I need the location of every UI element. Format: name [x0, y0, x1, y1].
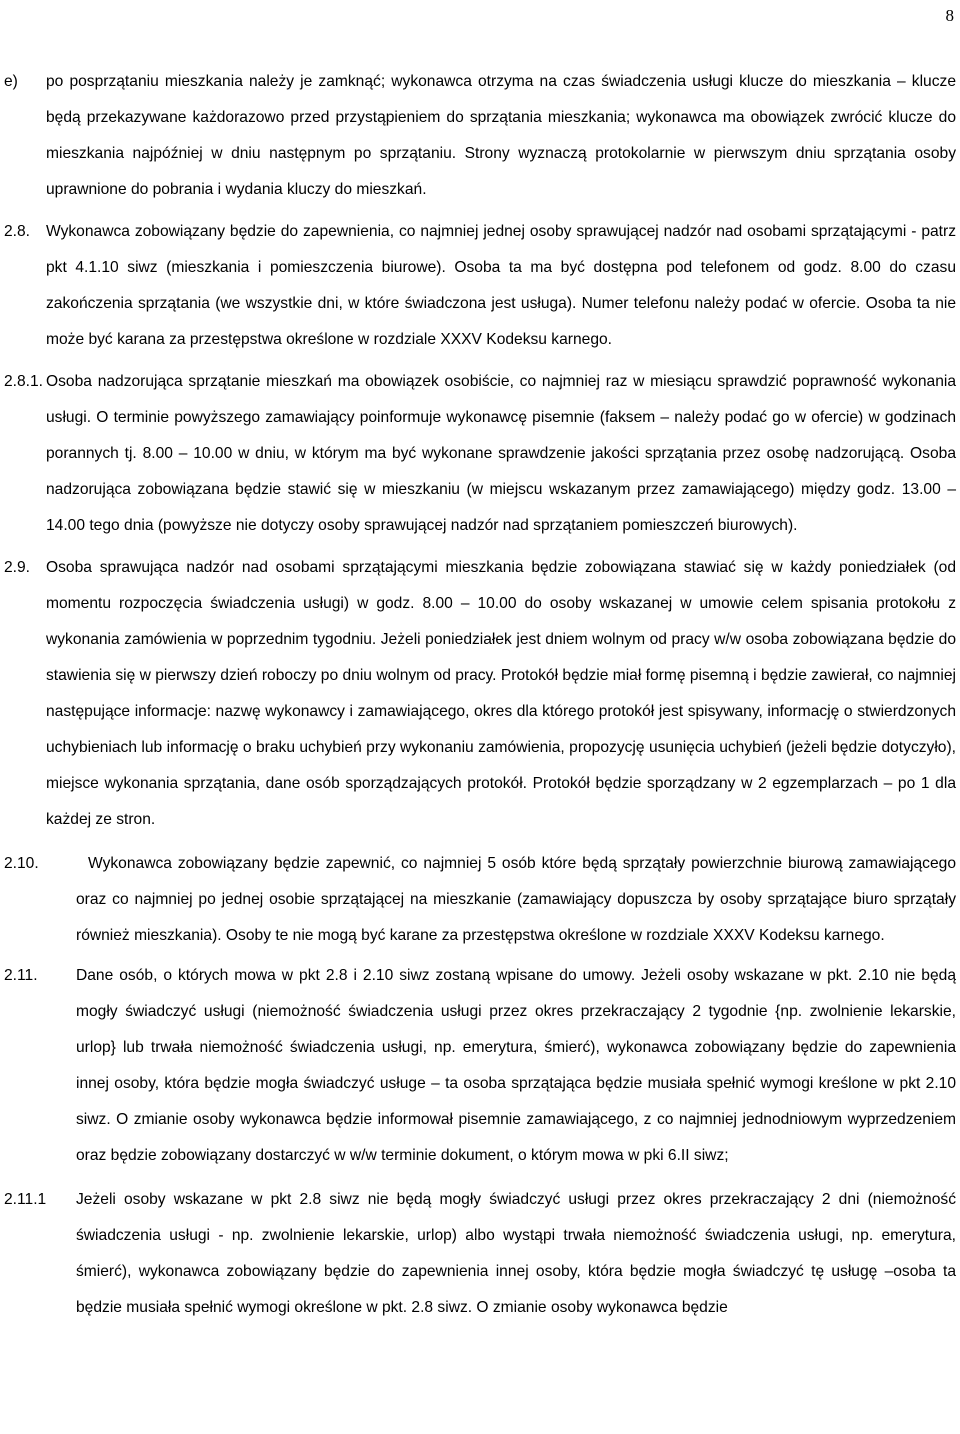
- paragraph-2-8: [0, 214, 960, 358]
- document-body: [0, 64, 960, 1326]
- paragraph-number: 2.9.: [4, 559, 31, 576]
- paragraph-number: 2.11.1: [4, 1191, 47, 1208]
- paragraph-text: Dane osób, o których mowa w pkt 2.8 i 2.10 siwz zostaną wpisane do umowy. Jeżeli osoby wskazane w pkt. 2.10 nie będą mogły świadczyć usługi (niemożność świadczenia usługi przez okres przekraczający 2 tygodnie {np. zwolnienie lekarskie, urlop} lub trwała niemożność świadczenia usługi, np. emerytura, śmierć), wykonawca zobowiązany będzie do zapewnienia innej osoby, która będzie mogła świadczyć usługe – ta osoba sprzątająca będzie musiała spełnić wymogi kreślone w pkt 2.10 siwz. O zmianie osoby wykonawca będzie informował pisemnie zamawiającego, z co najmniej jednodniowym wyprzedzeniem oraz będzie zobowiązany dostarczyć w w/w terminie dokument, o którym mowa w pki 6.II siwz;: [76, 967, 956, 1164]
- paragraph-text: Wykonawca zobowiązany będzie zapewnić, co najmniej 5 osób które będą sprzątały powierzchnie biurową zamawiającego oraz co najmniej po jednej osobie sprzątającej na mieszkanie (zamawiający dopuszcza by osoby sprzątające biuro sprzątały również mieszkania). Osoby te nie mogą być karane za przestępstwa określone w rozdziale XXXV Kodeksu karnego.: [76, 855, 956, 944]
- paragraph-text: Jeżeli osoby wskazane w pkt 2.8 siwz nie będą mogły świadczyć usługi przez okres przekraczający 2 dni (niemożność świadczenia usługi - np. zwolnienie lekarskie, urlop) albo wystąpi trwała niemożność świadczenia usługi, np. emerytura, śmierć), wykonawca zobowiązany będzie do zapewnienia innej osoby, która będzie mogła świadczyć tę usługę –osoba ta będzie musiała spełnić wymogi określone w pkt. 2.8 siwz. O zmianie osoby wykonawca będzie: [76, 1191, 956, 1316]
- paragraph-number: e): [4, 73, 18, 90]
- paragraph-2-11-1: [0, 1182, 960, 1326]
- paragraph-text: Wykonawca zobowiązany będzie do zapewnienia, co najmniej jednej osoby sprawującej nadzór nad osobami sprzątającymi - patrz pkt 4.1.10 siwz (mieszkania i pomieszczenia biurowe). Osoba ta ma być dostępna pod telefonem od godz. 8.00 do czasu zakończenia sprzątania (we wszystkie dni, w które świadczona jest usługa). Numer telefonu należy podać w ofercie. Osoba ta nie może być karana za przestępstwa określone w rozdziale XXXV Kodeksu karnego.: [46, 223, 956, 348]
- paragraph-number: 2.8.: [4, 223, 31, 240]
- paragraph-text: Osoba nadzorująca sprzątanie mieszkań ma obowiązek osobiście, co najmniej raz w miesiącu sprawdzić poprawność wykonania usługi. O terminie powyższego zamawiający poinformuje wykonawcę pisemnie (faksem – należy podać go w ofercie) w godzinach porannych tj. 8.00 – 10.00 w dniu, w którym ma być wykonane sprawdzenie jakości sprzątania przez osobę nadzorującą. Osoba nadzorująca zobowiązana będzie stawić się w mieszkaniu (w miejscu wskazanym przez zamawiającego) między godz. 13.00 – 14.00 tego dnia (powyższe nie dotyczy osoby sprawującej nadzór nad sprzątaniem pomieszczeń biurowych).: [46, 373, 956, 534]
- paragraph-number: 2.11.: [4, 967, 38, 984]
- paragraph-text: po posprzątaniu mieszkania należy je zamknąć; wykonawca otrzyma na czas świadczenia usługi klucze do mieszkania – klucze będą przekazywane każdorazowo przed przystąpieniem do sprzątania mieszkania; wykonawca ma obowiązek zwrócić klucze do mieszkania najpóźniej w dniu następnym po sprzątaniu. Strony wyznaczą protokolarnie w pierwszym dniu sprzątania osoby uprawnione do pobrania i wydania kluczy do mieszkań.: [46, 73, 956, 198]
- paragraph-text: Osoba sprawująca nadzór nad osobami sprzątającymi mieszkania będzie zobowiązana stawiać się w każdy poniedziałek (od momentu rozpoczęcia świadczenia usługi) w godz. 8.00 – 10.00 do osoby wskazanej w umowie celem spisania protokołu z wykonania zamówienia w poprzednim tygodniu. Jeżeli poniedziałek jest dniem wolnym od pracy w/w osoba zobowiązana będzie do stawienia się w pierwszy dzień roboczy po dniu wolnym od pracy. Protokół będzie miał formę pisemną i będzie zawierał, co najmniej następujące informacje: nazwę wykonawcy i zamawiającego, okres dla którego protokół jest spisywany, informację o stwierdzonych uchybieniach lub informację o braku uchybień przy wykonaniu zamówienia, propozycję usunięcia uchybień (jeżeli będzie dotyczyło), miejsce wykonania sprzątania, dane osób sporządzających protokół. Protokół będzie sporządzany w 2 egzemplarzach – po 1 dla każdej ze stron.: [46, 559, 956, 828]
- paragraph-number: 2.10.: [4, 855, 39, 872]
- paragraph-2-9: [0, 550, 960, 838]
- paragraph-2-10: [0, 846, 960, 954]
- paragraph-2-8-1: [0, 364, 960, 544]
- paragraph-2-11: [0, 958, 960, 1174]
- paragraph-e: [0, 64, 960, 208]
- page-number: 8: [945, 6, 954, 25]
- paragraph-number: 2.8.1.: [4, 373, 44, 390]
